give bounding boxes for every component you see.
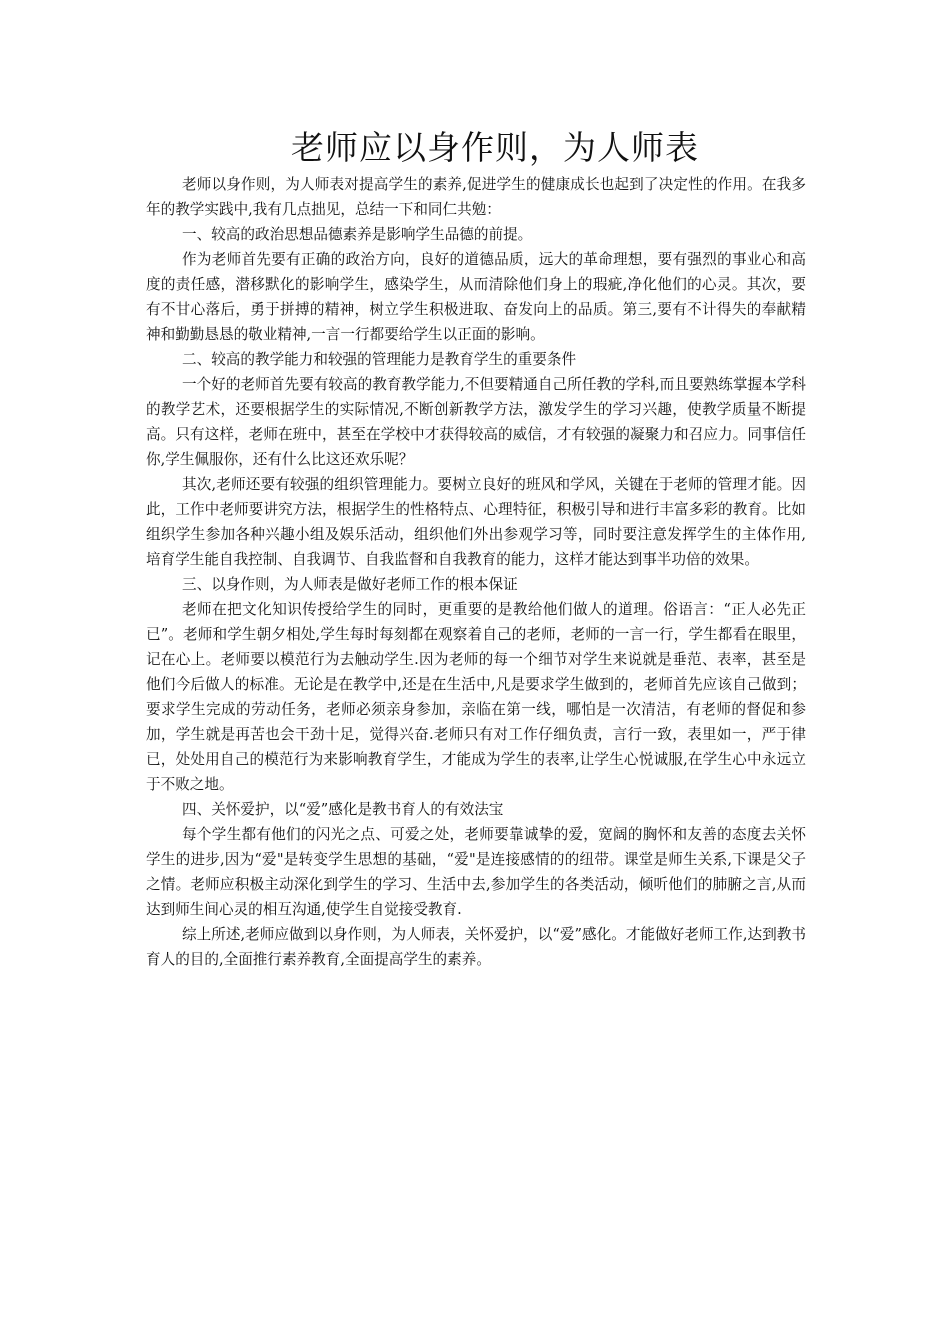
section-heading-2: 二、较高的教学能力和较强的管理能力是教育学生的重要条件 bbox=[182, 351, 577, 368]
section-2-paragraph-1: 一个好的老师首先要有较高的教育教学能力,不但要精通自己所任教的学科,而且要熟练掌握本学科的教学艺术，还要根据学生的实际情况,不断创新教学方法，激发学生的学习兴趣，使教学质量不断提高。只有这样，老师在班中，甚至在学校中才获得较高的威信，才有较强的凝聚力和召应力。同事信任你,学生佩服你，还有什么比这还欢乐呢？ bbox=[146, 376, 806, 468]
section-1-paragraph: 作为老师首先要有正确的政治方向，良好的道德品质，远大的革命理想，要有强烈的事业心和高度的责任感，潜移默化的影响学生，感染学生，从而清除他们身上的瑕疵,净化他们的心灵。其次，要有不甘心落后，勇于拼搏的精神，树立学生积极进取、奋发向上的品质。第三,要有不计得失的奉献精神和勤勤恳恳的敬业精神,一言一行都要给学生以正面的影响。 bbox=[146, 251, 806, 343]
section-4-paragraph: 每个学生都有他们的闪光之点、可爱之处，老师要靠诚挚的爱，宽阔的胸怀和友善的态度去关怀学生的进步,因为“爱"是转变学生思想的基础，“爱"是连接感情的的纽带。课堂是师生关系,下课是父子之情。老师应积极主动深化到学生的学习、生活中去,参加学生的各类活动，倾听他们的肺腑之言,从而达到师生间心灵的相互沟通,使学生自觉接受教育. bbox=[146, 826, 806, 918]
section-3-paragraph: 老师在把文化知识传授给学生的同时，更重要的是教给他们做人的道理。俗语言：“正人必先正已”。老师和学生朝夕相处,学生每时每刻都在观察着自己的老师，老师的一言一行，学生都看在眼里，记在心上。老师要以模范行为去触动学生.因为老师的每一个细节对学生来说就是垂范、表率，甚至是他们今后做人的标准。无论是在教学中,还是在生活中,凡是要求学生做到的，老师首先应该自己做到；要求学生完成的劳动任务，老师必须亲身参加，亲临在第一线，哪怕是一次清洁，有老师的督促和参加，学生就是再苦也会干劲十足，觉得兴奋.老师只有对工作仔细负责，言行一致，表里如一，严于律已，处处用自己的模范行为来影响教育学生，才能成为学生的表率,让学生心悦诚服,在学生心中永远立于不败之地。 bbox=[146, 601, 806, 793]
page-title: 老师应以身作则，为人师表 bbox=[291, 128, 699, 167]
section-heading-4: 四、关怀爱护，以“爱”感化是教书育人的有效法宝 bbox=[182, 801, 504, 818]
section-heading-1: 一、较高的政治思想品德素养是影响学生品德的前提。 bbox=[182, 226, 533, 243]
document-body bbox=[146, 172, 806, 972]
intro-paragraph: 老师以身作则，为人师表对提高学生的素养,促进学生的健康成长也起到了决定性的作用。在我多年的教学实践中,我有几点拙见，总结一下和同仁共勉： bbox=[146, 176, 806, 218]
section-2-paragraph-2: 其次,老师还要有较强的组织管理能力。要树立良好的班风和学风，关键在于老师的管理才能。因此，工作中老师要讲究方法，根据学生的性格特点、心理特征，积极引导和进行丰富多彩的教育。比如组织学生参加各种兴趣小组及娱乐活动，组织他们外出参观学习等，同时要注意发挥学生的主体作用,培育学生能自我控制、自我调节、自我监督和自我教育的能力，这样才能达到事半功倍的效果。 bbox=[146, 476, 806, 568]
conclusion-paragraph: 综上所述,老师应做到以身作则，为人师表，关怀爱护，以“爱”感化。才能做好老师工作,达到教书育人的目的,全面推行素养教育,全面提高学生的素养。 bbox=[146, 926, 806, 968]
section-heading-3: 三、以身作则，为人师表是做好老师工作的根本保证 bbox=[182, 576, 518, 593]
